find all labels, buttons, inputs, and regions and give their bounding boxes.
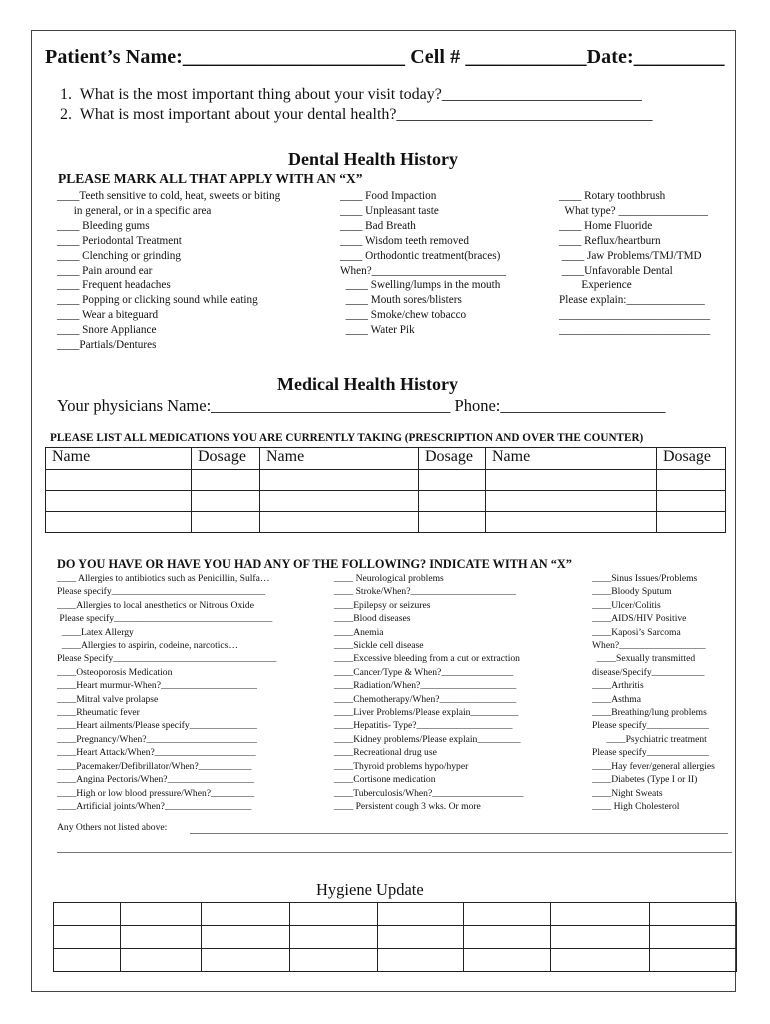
checklist-item[interactable]: ____Angina Pectoris/When?__________________	[57, 774, 254, 786]
conditions-column-3	[592, 572, 715, 813]
table-cell[interactable]	[202, 926, 289, 949]
question-dental-health[interactable]: 2. What is most important about your dental health?________________________________	[60, 106, 653, 123]
checklist-item[interactable]: ____Chemotherapy/When?________________	[334, 693, 517, 705]
dental-column-2	[340, 189, 506, 338]
table-row	[54, 903, 737, 926]
other-conditions-line-2[interactable]	[57, 852, 732, 853]
checklist-item[interactable]: ____Cortisone medication	[334, 774, 436, 786]
checklist-item[interactable]: ____Liver Problems/Please explain__________	[334, 707, 519, 719]
checklist-item[interactable]: ____ Smoke/chew tobacco	[340, 309, 467, 322]
checklist-item[interactable]: ____Mitral valve prolapse	[57, 693, 159, 705]
table-cell[interactable]	[46, 512, 192, 533]
checklist-item[interactable]: ____Ulcer/Colitis	[592, 599, 661, 611]
checklist-item[interactable]: Please explain:______________	[559, 294, 705, 307]
table-cell[interactable]	[464, 926, 550, 949]
checklist-item[interactable]: disease/Specify___________	[592, 666, 705, 678]
checklist-item[interactable]: ____Rheumatic fever	[57, 707, 140, 719]
table-cell[interactable]	[464, 903, 550, 926]
checklist-item[interactable]: ____ Wear a biteguard	[57, 309, 159, 322]
checklist-item[interactable]: ____Kaposi’s Sarcoma	[592, 626, 681, 638]
checklist-item[interactable]: ____ Mouth sores/blisters	[340, 294, 462, 307]
checklist-item[interactable]: ____ Swelling/lumps in the mouth	[340, 279, 501, 292]
checklist-item[interactable]: ____Breathing/lung problems	[592, 707, 707, 719]
medications-table	[45, 447, 726, 533]
checklist-item[interactable]: ___________________________	[559, 324, 711, 337]
table-cell[interactable]	[419, 512, 486, 533]
checklist-item[interactable]: ____Teeth sensitive to cold, heat, sweets or biting	[57, 190, 281, 202]
checklist-item[interactable]: ____ Home Fluoride	[559, 219, 653, 232]
column-header: Name	[486, 448, 657, 470]
dental-history-title: Dental Health History	[288, 149, 458, 169]
checklist-item[interactable]: ____Recreational drug use	[334, 747, 437, 759]
table-cell[interactable]	[657, 512, 726, 533]
checklist-item[interactable]: ____ Frequent headaches	[57, 279, 171, 292]
checklist-item[interactable]: ____High or low blood pressure/When?_________	[57, 787, 255, 799]
medical-history-title: Medical Health History	[277, 374, 458, 394]
checklist-item[interactable]: ____ Periodontal Treatment	[57, 234, 182, 247]
table-cell[interactable]	[192, 491, 260, 512]
checklist-item[interactable]: ___________________________	[559, 309, 711, 322]
checklist-item[interactable]: ____Sexually transmitted	[592, 653, 696, 665]
checklist-item[interactable]: ____ High Cholesterol	[592, 800, 680, 812]
question-visit[interactable]: 1. What is the most important thing about your visit today?_________________________	[60, 86, 642, 103]
checklist-item[interactable]: ____Radiation/When?____________________	[334, 680, 517, 692]
table-cell[interactable]	[46, 491, 192, 512]
checklist-item[interactable]: ____Diabetes (Type I or II)	[592, 774, 698, 786]
table-cell[interactable]	[657, 491, 726, 512]
table-cell[interactable]	[202, 949, 289, 972]
table-cell[interactable]	[550, 903, 649, 926]
table-cell[interactable]	[419, 470, 486, 491]
checklist-item[interactable]: ____Anemia	[334, 626, 384, 638]
checklist-item[interactable]: What type? ________________	[559, 204, 708, 217]
hygiene-table	[53, 902, 737, 972]
checklist-item[interactable]: Please Specify__________________________________	[57, 653, 277, 665]
checklist-item[interactable]: ____ Orthodontic treatment(braces)	[340, 249, 501, 262]
checklist-item[interactable]: ____Arthritis	[592, 680, 644, 692]
dental-instruction: PLEASE MARK ALL THAT APPLY WITH AN “X”	[58, 171, 363, 186]
checklist-item[interactable]: ____Pacemaker/Defibrillator/When?___________	[57, 760, 252, 772]
table-row	[46, 491, 726, 512]
checklist-item[interactable]: ____ Food Impaction	[340, 190, 437, 202]
table-cell[interactable]	[289, 949, 377, 972]
table-row	[46, 470, 726, 491]
table-cell[interactable]	[260, 470, 419, 491]
checklist-item[interactable]: ____Unfavorable Dental	[559, 264, 673, 277]
table-row	[54, 949, 737, 972]
checklist-item[interactable]: ____Blood diseases	[334, 613, 411, 625]
checklist-item[interactable]: ____Sinus Issues/Problems	[592, 573, 698, 584]
checklist-item[interactable]: ____Hepatitis- Type?____________________	[334, 720, 513, 732]
checklist-item[interactable]: ____Partials/Dentures	[57, 339, 157, 352]
other-conditions-label: Any Others not listed above:	[57, 822, 168, 833]
checklist-item[interactable]: ____ Jaw Problems/TMJ/TMD	[559, 249, 702, 262]
checklist-item[interactable]: ____Pregnancy/When?_______________________	[57, 733, 257, 745]
table-cell[interactable]	[202, 903, 289, 926]
table-row	[46, 512, 726, 533]
table-cell[interactable]	[486, 512, 657, 533]
table-cell[interactable]	[486, 491, 657, 512]
checklist-item[interactable]: When?__________________	[592, 640, 706, 652]
checklist-item[interactable]: ____Cancer/Type & When?_______________	[334, 666, 514, 678]
column-header: Dosage	[192, 448, 260, 470]
checklist-item[interactable]: When?________________________	[340, 264, 506, 277]
table-cell[interactable]	[486, 470, 657, 491]
medications-label: PLEASE LIST ALL MEDICATIONS YOU ARE CURRENTLY TAKING (PRESCRIPTION AND OVER THE COUNTER)	[50, 432, 644, 444]
checklist-item[interactable]: ____Bloody Sputum	[592, 586, 672, 598]
checklist-item[interactable]: Please specify_____________	[592, 720, 709, 732]
table-cell[interactable]	[377, 949, 463, 972]
table-cell[interactable]	[54, 903, 121, 926]
table-cell[interactable]	[54, 949, 121, 972]
checklist-item[interactable]: ____ Unpleasant taste	[340, 204, 439, 217]
checklist-item[interactable]: ____Kidney problems/Please explain_________	[334, 733, 521, 745]
checklist-item[interactable]: ____ Bad Breath	[340, 219, 416, 232]
checklist-item[interactable]: ____Asthma	[592, 693, 642, 705]
table-cell[interactable]	[419, 491, 486, 512]
column-header: Dosage	[419, 448, 486, 470]
checklist-item[interactable]: ____Thyroid problems hypo/hyper	[334, 760, 469, 772]
table-cell[interactable]	[649, 949, 737, 972]
checklist-item[interactable]: ____Epilepsy or seizures	[334, 599, 431, 611]
checklist-item[interactable]: ____ Allergies to antibiotics such as Penicillin, Sulfa…	[57, 573, 270, 584]
checklist-item[interactable]: ____Tuberculosis/When?___________________	[334, 787, 524, 799]
dental-column-1	[57, 189, 280, 353]
hygiene-update-title: Hygiene Update	[316, 880, 424, 899]
table-cell[interactable]	[377, 903, 463, 926]
conditions-column-1	[57, 572, 276, 813]
checklist-item[interactable]: ____Sickle cell disease	[334, 640, 424, 652]
table-cell[interactable]	[464, 949, 550, 972]
checklist-item[interactable]: ____ Water Pik	[340, 324, 415, 337]
table-cell[interactable]	[120, 949, 201, 972]
checklist-item[interactable]: ____ Pain around ear	[57, 264, 153, 277]
column-header: Dosage	[657, 448, 726, 470]
checklist-item[interactable]: ____Allergies to aspirin, codeine, narcotics…	[57, 640, 238, 652]
checklist-item[interactable]: ____ Rotary toothbrush	[559, 190, 666, 202]
checklist-item[interactable]: Please specify_________________________________	[57, 613, 273, 625]
table-cell[interactable]	[550, 926, 649, 949]
checklist-item[interactable]: ____ Neurological problems	[334, 573, 444, 584]
column-header: Name	[46, 448, 192, 470]
table-cell[interactable]	[120, 926, 201, 949]
checklist-item[interactable]: ____Psychiatric treatment	[592, 733, 707, 745]
conditions-instruction: DO YOU HAVE OR HAVE YOU HAD ANY OF THE FOLLOWING? INDICATE WITH AN “X”	[57, 557, 572, 571]
dental-column-3	[559, 189, 710, 338]
checklist-item[interactable]: ____ Bleeding gums	[57, 219, 150, 232]
checklist-item[interactable]: ____Heart ailments/Please specify______________	[57, 720, 257, 732]
checklist-item[interactable]: ____ Stroke/When?______________________	[334, 586, 516, 598]
checklist-item[interactable]: ____ Clenching or grinding	[57, 249, 181, 262]
table-cell[interactable]	[120, 903, 201, 926]
table-cell[interactable]	[289, 926, 377, 949]
table-row	[54, 926, 737, 949]
checklist-item[interactable]: ____Latex Allergy	[57, 626, 134, 638]
checklist-item[interactable]: ____ Reflux/heartburn	[559, 234, 661, 247]
column-header: Name	[260, 448, 419, 470]
table-cell[interactable]	[260, 491, 419, 512]
checklist-item[interactable]: ____ Popping or clicking sound while eating	[57, 294, 258, 307]
table-cell[interactable]	[377, 926, 463, 949]
table-header-row	[46, 448, 726, 470]
other-conditions-line-1[interactable]	[190, 833, 728, 834]
checklist-item: Experience	[559, 279, 632, 292]
checklist-item[interactable]: ____Excessive bleeding from a cut or extraction	[334, 653, 520, 665]
table-cell[interactable]	[649, 926, 737, 949]
table-cell[interactable]	[289, 903, 377, 926]
table-cell[interactable]	[260, 512, 419, 533]
checklist-item[interactable]: ____ Wisdom teeth removed	[340, 234, 469, 247]
conditions-column-2	[334, 572, 523, 813]
table-cell[interactable]	[46, 470, 192, 491]
checklist-item[interactable]: ____Osteoporosis Medication	[57, 666, 173, 678]
table-cell[interactable]	[550, 949, 649, 972]
checklist-item[interactable]: ____ Snore Appliance	[57, 324, 157, 337]
table-cell[interactable]	[54, 926, 121, 949]
checklist-item[interactable]: ____ Persistent cough 3 wks. Or more	[334, 800, 481, 812]
checklist-item: in general, or in a specific area	[57, 204, 212, 217]
table-cell[interactable]	[192, 470, 260, 491]
checklist-item[interactable]: ____Allergies to local anesthetics or Nitrous Oxide	[57, 599, 254, 611]
table-cell[interactable]	[657, 470, 726, 491]
checklist-item[interactable]: ____AIDS/HIV Positive	[592, 613, 687, 625]
checklist-item[interactable]: ____Artificial joints/When?__________________	[57, 800, 252, 812]
checklist-item[interactable]: ____Heart murmur-When?____________________	[57, 680, 257, 692]
physician-line[interactable]: Your physicians Name:_____________________________ Phone:____________________	[57, 396, 666, 415]
table-cell[interactable]	[649, 903, 737, 926]
checklist-item[interactable]: ____Night Sweats	[592, 787, 663, 799]
checklist-item[interactable]: ____Hay fever/general allergies	[592, 760, 715, 772]
table-cell[interactable]	[192, 512, 260, 533]
patient-header-line[interactable]: Patient’s Name:______________________ Cell # ____________Date:_________	[45, 46, 725, 68]
checklist-item[interactable]: ____Heart Attack/When?_____________________	[57, 747, 256, 759]
checklist-item[interactable]: Please specify________________________________	[57, 586, 266, 598]
checklist-item[interactable]: Please specify_____________	[592, 747, 709, 759]
